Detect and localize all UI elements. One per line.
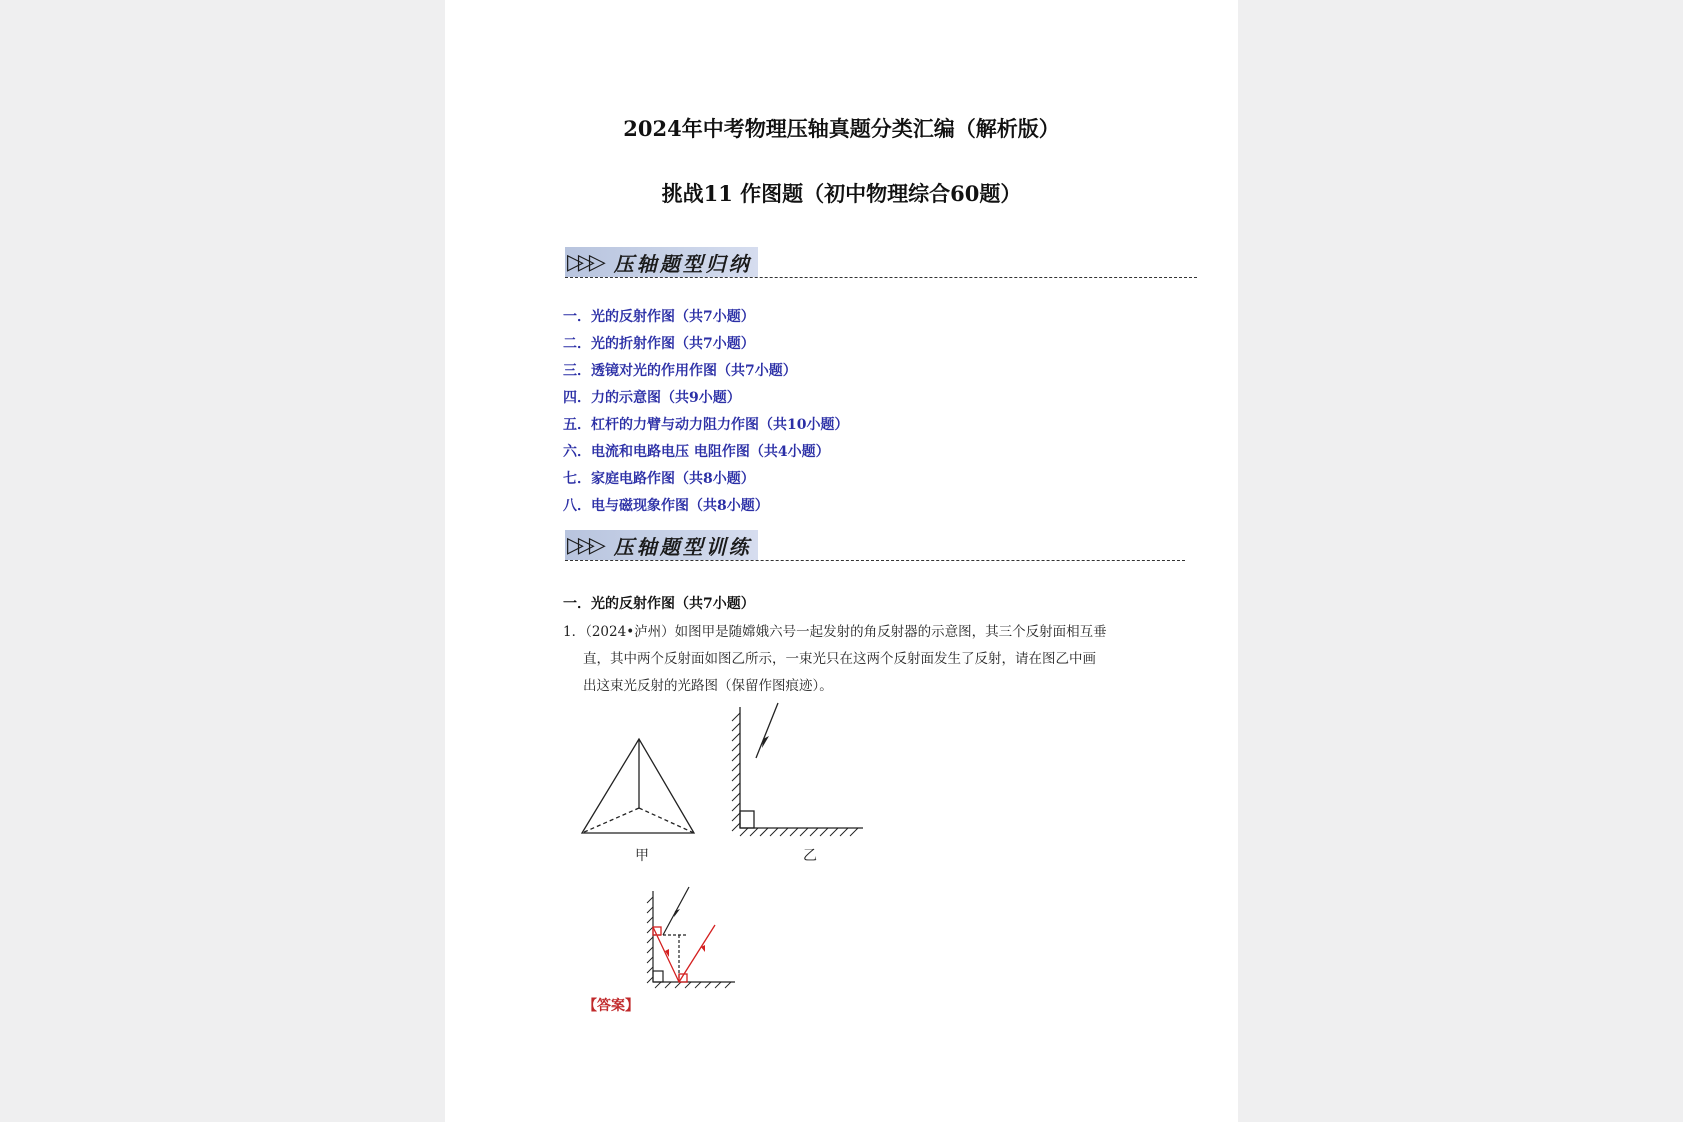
section-banner-summary bbox=[565, 245, 758, 279]
toc-item[interactable]: 一．光的反射作图（共7小题） bbox=[563, 309, 755, 325]
document-subtitle: 挑战11 作图题（初中物理综合60题） bbox=[661, 181, 1022, 206]
banner-label: 压轴题型归纳 bbox=[613, 251, 752, 276]
question-text-line: 直，其中两个反射面如图乙所示，一束光只在这两个反射面发生了反射，请在图乙中画 bbox=[583, 651, 1096, 667]
dashed-divider bbox=[565, 560, 1185, 561]
figure-label-yi: 乙 bbox=[803, 848, 817, 864]
figure-jia-tetrahedron bbox=[580, 735, 700, 835]
answer-label: 【答案】 bbox=[583, 998, 639, 1014]
toc-item[interactable]: 四．力的示意图（共9小题） bbox=[563, 390, 741, 406]
question-text-line: 出这束光反射的光路图（保留作图痕迹）。 bbox=[583, 678, 833, 694]
dashed-divider bbox=[565, 277, 1197, 278]
toc-item[interactable]: 五．杠杆的力臂与动力阻力作图（共10小题） bbox=[563, 417, 849, 433]
toc-item[interactable]: 六．电流和电路电压 电阻作图（共4小题） bbox=[563, 444, 830, 460]
question-text-line: 1．（2024•泸州）如图甲是随嫦娥六号一起发射的角反射器的示意图，其三个反射面相互垂 bbox=[563, 624, 1107, 640]
figure-answer-light-path bbox=[645, 885, 745, 985]
banner-label: 压轴题型训练 bbox=[613, 534, 752, 559]
document-title: 2024年中考物理压轴真题分类汇编（解析版） bbox=[623, 116, 1060, 141]
triple-arrow-icon: ▷▷▷ bbox=[567, 249, 600, 275]
figure-label-jia: 甲 bbox=[635, 848, 649, 864]
triple-arrow-icon: ▷▷▷ bbox=[567, 532, 600, 558]
document-page bbox=[445, 0, 1238, 1122]
section-banner-training bbox=[565, 528, 758, 562]
toc-item[interactable]: 三．透镜对光的作用作图（共7小题） bbox=[563, 363, 797, 379]
toc-item[interactable]: 二．光的折射作图（共7小题） bbox=[563, 336, 755, 352]
section-title: 一．光的反射作图（共7小题） bbox=[563, 596, 755, 612]
toc-item[interactable]: 八．电与磁现象作图（共8小题） bbox=[563, 498, 769, 514]
toc-item[interactable]: 七．家庭电路作图（共8小题） bbox=[563, 471, 755, 487]
figure-yi-mirrors bbox=[728, 703, 868, 838]
